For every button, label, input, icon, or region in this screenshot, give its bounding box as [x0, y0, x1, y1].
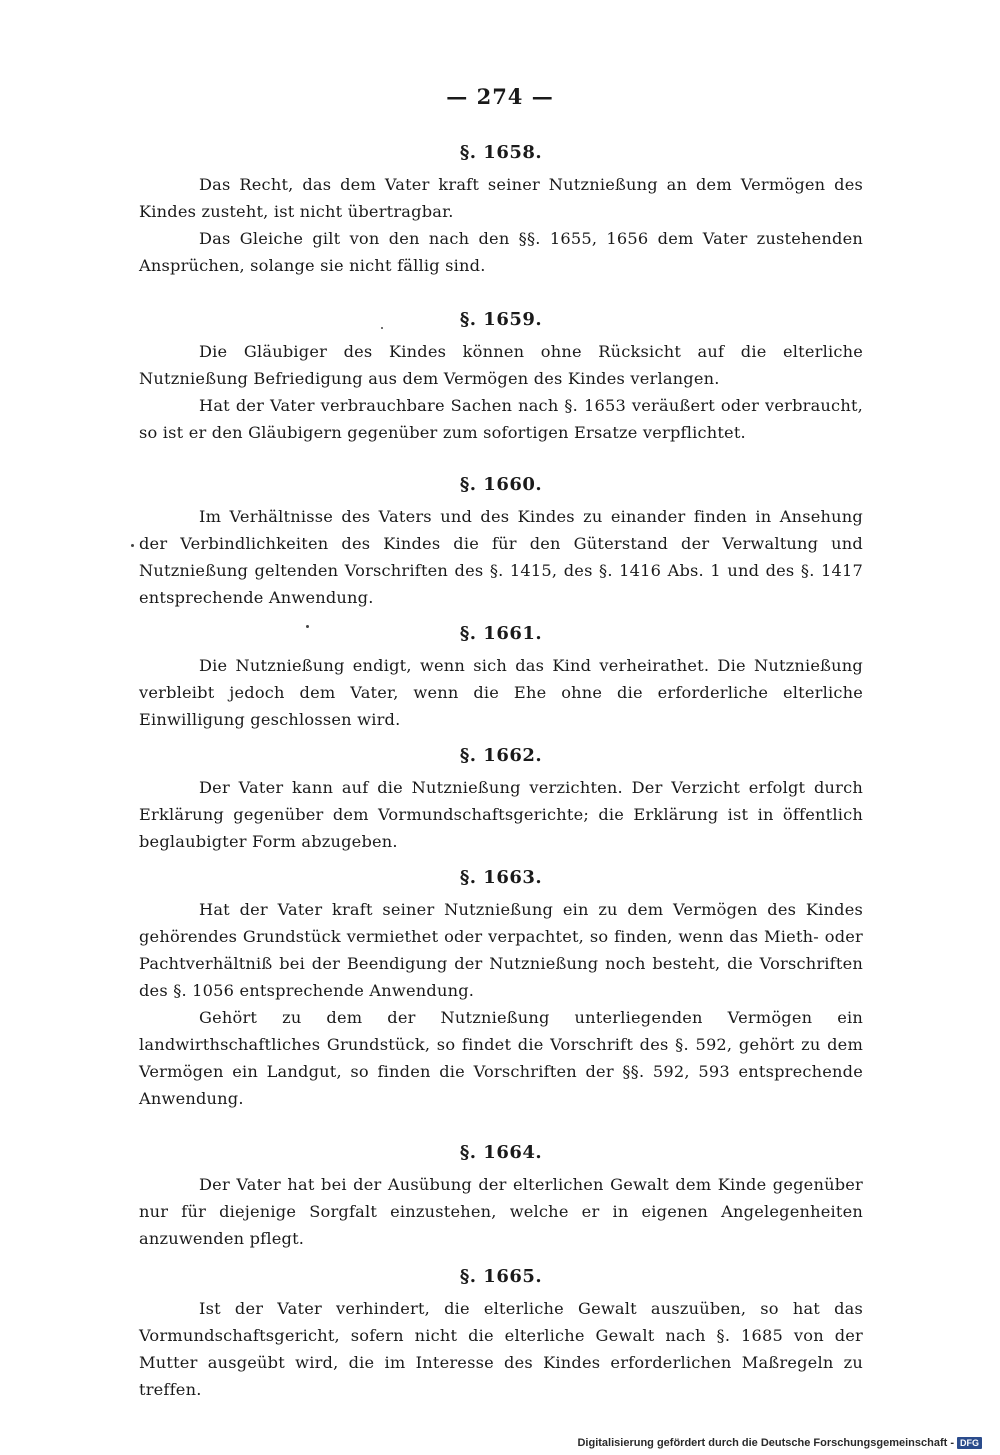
paragraph: Der Vater kann auf die Nutznießung verzichten. Der Verzicht erfolgt durch Erklärung gegenüber dem Vormundschaftsgerichte; die Erklärung ist in öffentlich beglaubigter Form abzugeben. — [139, 778, 863, 851]
section-heading: §. 1663. — [459, 867, 543, 888]
section-1659 — [139, 309, 863, 446]
paragraph: Die Nutznießung endigt, wenn sich das Kind verheirathet. Die Nutznießung verbleibt jedoch dem Vater, wenn die Ehe ohne die erforderliche elterliche Einwilligung geschlossen wird. — [139, 656, 863, 729]
section-heading: §. 1664. — [459, 1142, 543, 1163]
section-1660 — [139, 474, 863, 611]
section-1663 — [139, 867, 863, 1112]
statute-text — [139, 142, 863, 1403]
paragraph: Gehört zu dem der Nutznießung unterliegenden Vermögen ein landwirthschaftliches Grundstück, so findet die Vorschrift des §. 592, gehört zu dem Vermögen ein Landgut, so finden die Vorschriften der §§. 592, 593 entsprechende Anwendung. — [139, 1008, 863, 1108]
scan-speck — [131, 544, 134, 547]
digitization-credit — [577, 1437, 982, 1449]
section-1662 — [139, 745, 863, 855]
section-heading: §. 1659. — [459, 309, 543, 330]
paragraph: Im Verhältnisse des Vaters und des Kindes zu einander finden in Ansehung der Verbindlichkeiten des Kindes die für den Güterstand der Verwaltung und Nutznießung geltenden Vorschriften des §. 1415, des §. 1416 Abs. 1 und des §. 1417 entsprechende Anwendung. — [139, 507, 863, 607]
section-heading: §. 1661. — [459, 623, 543, 644]
section-heading: §. 1665. — [459, 1266, 543, 1287]
paragraph: Hat der Vater kraft seiner Nutznießung ein zu dem Vermögen des Kindes gehörendes Grundstück vermiethet oder verpachtet, so finden, wenn das Mieth- oder Pachtverhältniß bei der Beendigung der Nutznießung noch besteht, die Vorschriften des §. 1056 entsprechende Anwendung. — [139, 900, 863, 1000]
dfg-logo-icon: DFG — [957, 1437, 982, 1449]
page-number: — 274 — — [446, 84, 554, 109]
paragraph: Das Gleiche gilt von den nach den §§. 1655, 1656 dem Vater zustehenden Ansprüchen, solange sie nicht fällig sind. — [139, 229, 863, 275]
section-1664 — [139, 1142, 863, 1252]
section-1658 — [139, 142, 863, 279]
scan-speck — [381, 327, 383, 329]
paragraph: Das Recht, das dem Vater kraft seiner Nutznießung an dem Vermögen des Kindes zusteht, ist nicht übertragbar. — [139, 175, 863, 221]
paragraph: Der Vater hat bei der Ausübung der elterlichen Gewalt dem Kinde gegenüber nur für diejenige Sorgfalt einzustehen, welche er in eigenen Angelegenheiten anzuwenden pflegt. — [139, 1175, 863, 1248]
section-heading: §. 1660. — [459, 474, 543, 495]
section-1665 — [139, 1266, 863, 1403]
section-heading: §. 1658. — [459, 142, 543, 163]
paragraph: Die Gläubiger des Kindes können ohne Rücksicht auf die elterliche Nutznießung Befriedigung aus dem Vermögen des Kindes verlangen. — [139, 342, 863, 388]
section-1661 — [139, 623, 863, 733]
paragraph: Ist der Vater verhindert, die elterliche Gewalt auszuüben, so hat das Vormundschaftsgericht, sofern nicht die elterliche Gewalt nach §. 1685 von der Mutter ausgeübt wird, die im Interesse des Kindes erforderlichen Maßregeln zu treffen. — [139, 1299, 863, 1399]
section-heading: §. 1662. — [459, 745, 543, 766]
scan-speck — [306, 625, 309, 628]
credit-text: Digitalisierung gefördert durch die Deutsche Forschungsgemeinschaft - — [577, 1437, 954, 1449]
paragraph: Hat der Vater verbrauchbare Sachen nach §. 1653 veräußert oder verbraucht, so ist er den Gläubigern gegenüber zum sofortigen Ersatze verpflichtet. — [139, 396, 863, 442]
